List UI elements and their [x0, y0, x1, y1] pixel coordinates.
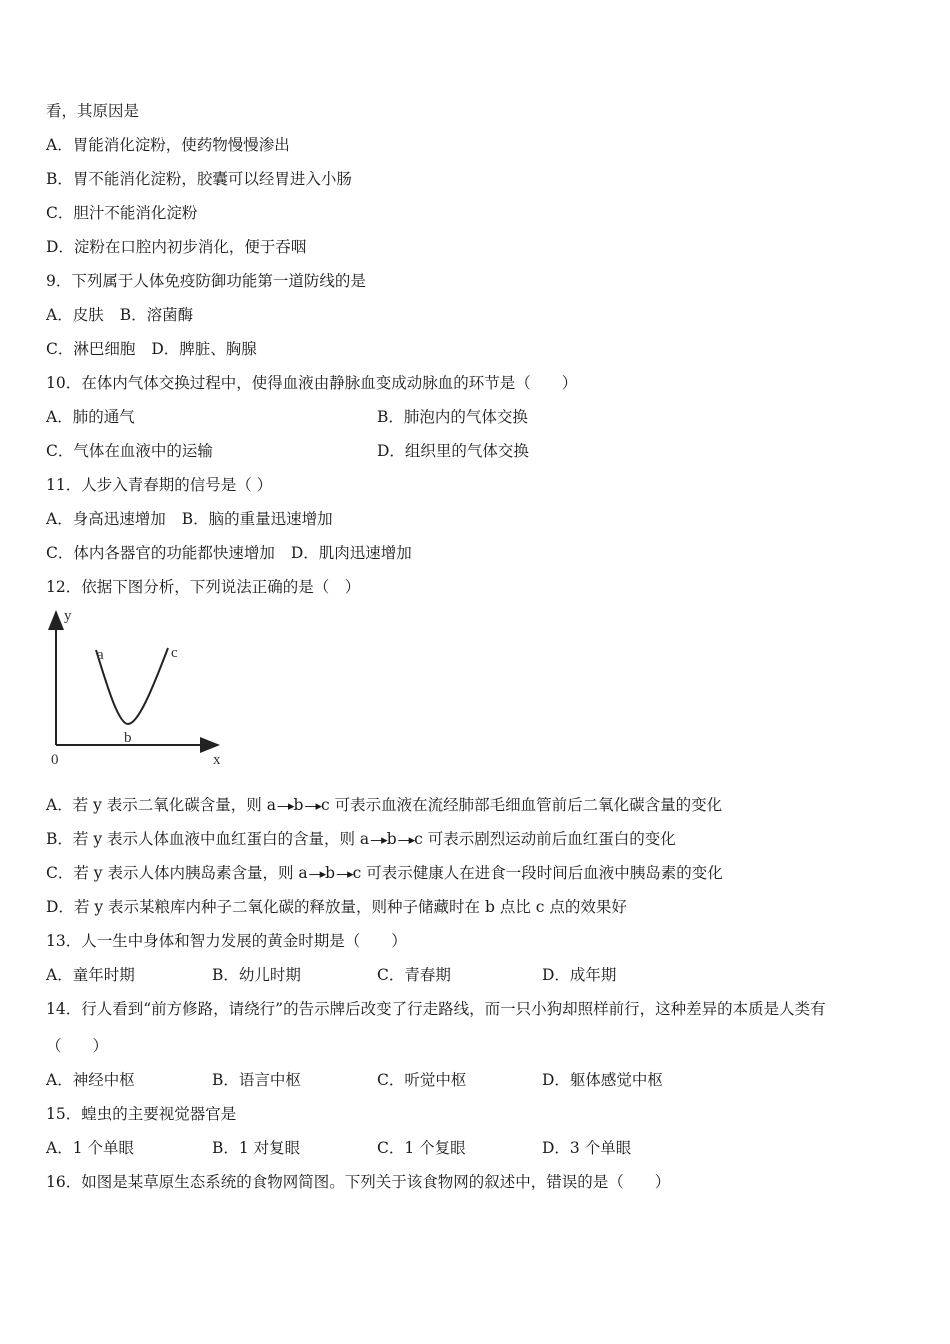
q12-option-d: D．若 y 表示某粮库内种子二氧化碳的释放量，则种子储藏时在 b 点比 c 点的效果好	[46, 898, 627, 916]
q15-option-c: C．1 个复眼	[377, 1139, 466, 1157]
q11-stem: 11．人步入青春期的信号是（ ）	[46, 476, 273, 494]
q14-option-a: A．神经中枢	[46, 1071, 135, 1089]
q8-option-c: C．胆汁不能消化淀粉	[46, 204, 198, 222]
q12-option-a: A．若 y 表示二氧化碳含量，则 a—▸b—▸c 可表示血液在流经肺部毛细血管前后二氧化碳含量的变化	[46, 795, 722, 817]
q15-stem: 15．蝗虫的主要视觉器官是	[46, 1105, 237, 1123]
q11-options-row1	[46, 509, 333, 529]
q13-option-d: D．成年期	[542, 966, 617, 984]
q11-option-a: A．身高迅速增加	[46, 510, 166, 528]
q13-option-a: A．童年时期	[46, 966, 135, 984]
arrow-icon: —▸	[308, 867, 325, 882]
q9-option-c: C．淋巴细胞	[46, 340, 136, 358]
arrow-icon: —▸	[336, 867, 352, 882]
q9-option-b: B．溶菌酶	[119, 306, 194, 324]
q15-option-d: D．3 个单眼	[542, 1139, 632, 1157]
q11-option-c: C．体内各器官的功能都快速增加	[46, 544, 275, 562]
arrow-icon: —▸	[370, 833, 386, 848]
q9-option-a: A．皮肤	[46, 306, 104, 324]
graph-curve	[96, 648, 168, 724]
q11-options-row2	[46, 543, 412, 563]
q13-option-b: B．幼儿时期	[212, 966, 301, 984]
q8-option-b: B．胃不能消化淀粉，胶囊可以经胃进入小肠	[46, 170, 352, 188]
q13-option-c: C．青春期	[377, 966, 451, 984]
q10-option-b: B．肺泡内的气体交换	[377, 408, 528, 426]
q9-options-row1	[46, 305, 193, 325]
graph-y-label: y	[64, 608, 72, 624]
q11-option-d: D．肌肉迅速增加	[290, 544, 412, 562]
q12-graph	[40, 604, 230, 770]
q8-option-d: D．淀粉在口腔内初步消化，便于吞咽	[46, 238, 307, 256]
q14-option-c: C．听觉中枢	[377, 1071, 467, 1089]
q16-stem: 16．如图是某草原生态系统的食物网简图。下列关于该食物网的叙述中，错误的是（ ）	[46, 1173, 671, 1191]
graph-origin-label: 0	[51, 752, 59, 768]
q9-option-d: D．脾脏、胸腺	[151, 340, 257, 358]
q14-stem: 14．行人看到“前方修路，请绕行”的告示牌后改变了行走路线，而一只小狗却照样前行，这种差异的本质是人类有	[46, 1000, 826, 1018]
graph-point-a: a	[97, 647, 104, 663]
arrow-icon: —▸	[304, 799, 320, 814]
q11-option-b: B．脑的重量迅速增加	[181, 510, 333, 528]
q15-option-a: A．1 个单眼	[46, 1139, 134, 1157]
arrow-icon: —▸	[276, 799, 293, 814]
q9-stem: 9．下列属于人体免疫防御功能第一道防线的是	[46, 272, 366, 290]
q14-option-d: D．躯体感觉中枢	[542, 1071, 663, 1089]
q14-stem-blank: （ ）	[46, 1037, 109, 1055]
arrow-icon: —▸	[397, 833, 414, 848]
q12-stem: 12．依据下图分析，下列说法正确的是（ ）	[46, 578, 361, 596]
q10-stem: 10．在体内气体交换过程中，使得血液由静脉血变成动脉血的环节是（ ）	[46, 374, 578, 392]
q10-option-c: C．气体在血液中的运输	[46, 442, 213, 460]
graph-point-c: c	[171, 645, 178, 661]
q12-option-c: C．若 y 表示人体内胰岛素含量，则 a—▸b—▸c 可表示健康人在进食一段时间后血液中胰岛素的变化	[46, 863, 723, 885]
q14-option-b: B．语言中枢	[212, 1071, 301, 1089]
q10-option-d: D．组织里的气体交换	[377, 442, 529, 460]
q15-option-b: B．1 对复眼	[212, 1139, 301, 1157]
q9-options-row2	[46, 339, 257, 359]
q13-stem: 13．人一生中身体和智力发展的黄金时期是（ ）	[46, 932, 407, 950]
q10-option-a: A．肺的通气	[46, 408, 135, 426]
q8-option-a: A．胃能消化淀粉，使药物慢慢渗出	[46, 136, 290, 154]
q12-option-b: B．若 y 表示人体血液中血红蛋白的含量，则 a—▸b—▸c 可表示剧烈运动前后血红蛋白的变化	[46, 829, 676, 851]
graph-point-b: b	[124, 730, 132, 746]
graph-x-label: x	[213, 752, 221, 768]
q8-stem-tail: 看，其原因是	[46, 102, 140, 120]
